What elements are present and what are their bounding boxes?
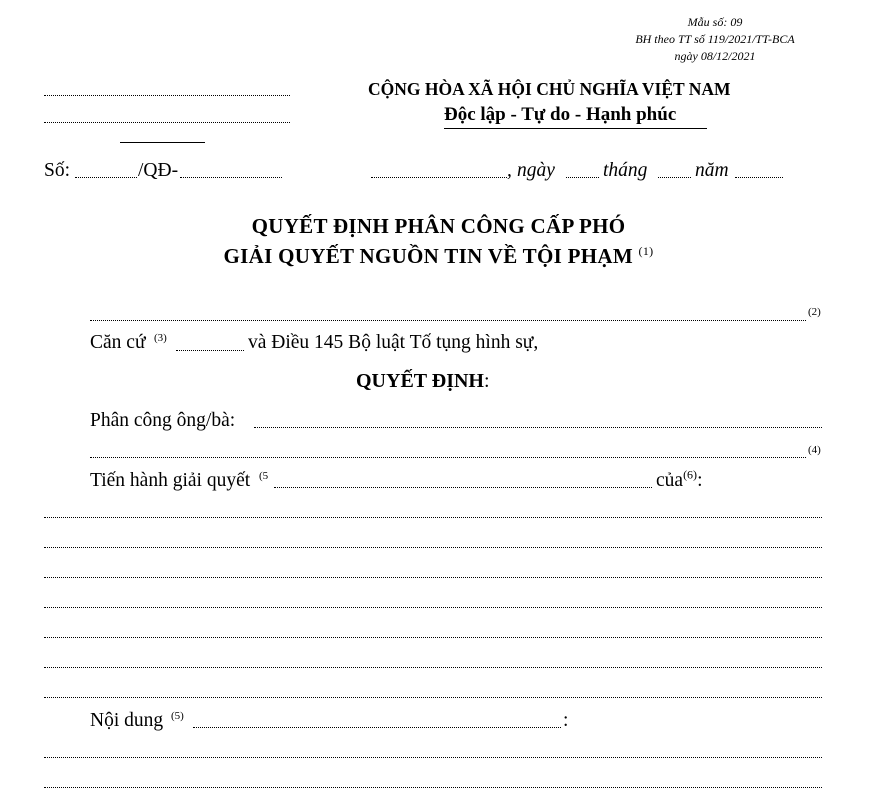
blank-line [44, 607, 822, 608]
ngay-label: ngày [517, 160, 555, 181]
form-issued-by: BH theo TT số 119/2021/TT-BCA [635, 32, 795, 46]
note-5: (5 [259, 470, 269, 482]
blank-line [44, 517, 822, 518]
country-name: CỘNG HÒA XÃ HỘI CHỦ NGHĨA VIỆT NAM [368, 79, 731, 99]
title-line-1: QUYẾT ĐỊNH PHÂN CÔNG CẤP PHÓ [251, 214, 626, 238]
cua-label [656, 467, 703, 492]
position-line [90, 457, 806, 458]
month-field [658, 177, 691, 178]
date-comma: , [507, 160, 512, 181]
blank-line [44, 697, 822, 698]
can-cu-tail: và Điều 145 Bộ luật Tố tụng hình sự, [248, 332, 539, 353]
cua-text: của [656, 470, 684, 491]
note-4: (4) [808, 444, 821, 456]
thang-label: tháng [603, 160, 648, 181]
note-3: (3) [154, 332, 167, 344]
can-cu-label: Căn cứ [90, 332, 146, 353]
assign-field [254, 427, 822, 428]
agency-underline [120, 142, 205, 143]
motto: Độc lập - Tự do - Hạnh phúc [444, 104, 677, 125]
title-note-1: (1) [638, 244, 654, 258]
content-field [193, 727, 561, 728]
assign-label: Phân công ông/bà: [90, 410, 236, 431]
note-2: (2) [808, 306, 821, 318]
title-line-2-text: GIẢI QUYẾT NGUỒN TIN VỀ TỘI PHẠM [223, 244, 633, 268]
proceed-label: Tiến hành giải quyết [90, 470, 251, 491]
title-line-2 [0, 244, 877, 269]
blank-line [44, 547, 822, 548]
agency-line-1 [44, 95, 290, 96]
so-label: Số: [44, 160, 71, 181]
qd-label: /QĐ- [138, 160, 179, 181]
place-field [371, 177, 507, 178]
so-field [75, 177, 137, 178]
form-date: ngày 08/12/2021 [674, 49, 756, 63]
blank-line [44, 667, 822, 668]
can-cu-field [176, 350, 244, 351]
day-field [566, 177, 599, 178]
note-6: (6) [683, 467, 698, 482]
form-reference [600, 14, 830, 65]
blank-line [44, 637, 822, 638]
qd-field [180, 177, 282, 178]
blank-line [44, 757, 822, 758]
proceed-field [274, 487, 652, 488]
blank-line [44, 577, 822, 578]
nam-label: năm [695, 160, 729, 181]
decision-heading-text: QUYẾT ĐỊNH [356, 370, 484, 392]
motto-underline [444, 128, 707, 129]
note-5b: (5) [171, 710, 184, 722]
blank-line [44, 787, 822, 788]
agency-line-2 [44, 122, 290, 123]
decision-colon: : [484, 370, 490, 392]
year-field [735, 177, 783, 178]
content-label: Nội dung [90, 710, 164, 731]
decision-heading [356, 370, 490, 393]
form-number: Mẫu số: 09 [687, 15, 743, 29]
content-colon: : [563, 710, 569, 731]
cua-colon: : [697, 470, 703, 491]
authority-line [90, 320, 806, 321]
